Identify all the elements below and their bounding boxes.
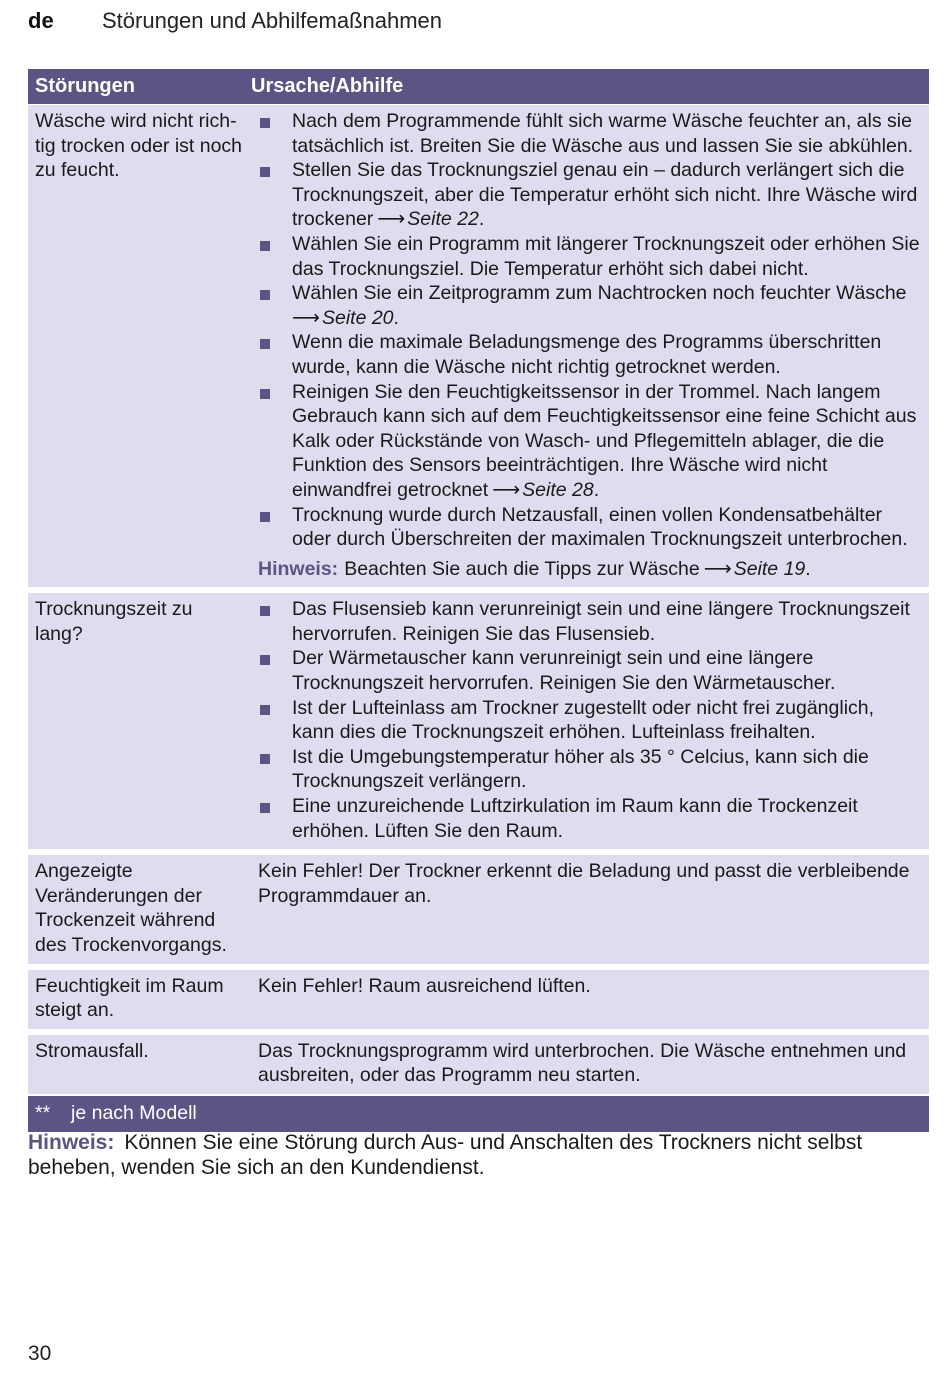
cause-text: Wenn die maximale Beladungsmenge des Programms überschritten wurde, kann die Wäsche nicht richtig getrocknet werden.: [292, 331, 882, 378]
square-bullet-icon: [260, 290, 270, 300]
list-item: [258, 794, 921, 843]
remedy-cell: Das Trocknungsprogramm wird unterbrochen. Die Wäsche entnehmen und ausbreiten, oder das Programm neu starten.: [258, 1039, 907, 1087]
list-item: [258, 109, 921, 158]
square-bullet-icon: [260, 339, 270, 349]
note-text: Können Sie eine Störung durch Aus- und Anschalten des Trockners nicht selbst beheben, wenden Sie sich an den Kundendienst.: [28, 1131, 863, 1179]
note-label: Hinweis:: [258, 557, 339, 580]
remedy-cell: Kein Fehler! Raum ausreichend lüften.: [258, 974, 591, 997]
list-item: [258, 745, 921, 794]
square-bullet-icon: [260, 118, 270, 128]
table-footnote: [28, 1096, 929, 1132]
page-reference[interactable]: Seite 22: [407, 208, 479, 231]
list-item: Reinigen Sie den Feuchtigkeitssensor in der Trommel. Nach langem Gebrauch kann sich auf dem Feuchtigkeitssensor eine feine Schicht aus Kalk oder Rückstände von Wasch- und Pflegemitteln ablager, die die Funktion des Sensors beeinträchtigen. Ihre Wäsche wird nicht einwandfrei getrocknet ⟶ Seite 28.: [258, 380, 921, 503]
table-row: [28, 1035, 929, 1094]
square-bullet-icon: [260, 754, 270, 764]
bottom-note: [28, 1130, 928, 1180]
problem-cell: Angezeigte Veränderungen der Trockenzeit während des Trockenvorgangs.: [35, 860, 227, 956]
remedy-cell: Kein Fehler! Der Trockner erkennt die Beladung und passt die verbleibende Programmdauer an.: [258, 860, 910, 907]
problem-cell: Feuchtigkeit im Raum steigt an.: [35, 974, 224, 1022]
arrow-right-icon: ⟶: [492, 478, 521, 501]
page-reference[interactable]: Seite 19: [733, 557, 806, 580]
list-item: [258, 646, 921, 695]
cause-list: [258, 109, 921, 552]
column-header-problem: Störungen: [35, 75, 135, 97]
cause-text: Ist der Lufteinlass am Trockner zugestellt oder nicht frei zugänglich, kann dies die Trocknungszeit erhöhen. Lufteinlass freihalten.: [292, 696, 875, 744]
table-row: [28, 855, 929, 963]
page-header: [28, 6, 928, 36]
cause-cell: [251, 593, 929, 849]
language-code: de: [28, 8, 54, 33]
table-row: [28, 593, 929, 849]
cause-text: Ist die Umgebungstemperatur höher als 35 ° Celcius, kann sich die Trocknungszeit verlängern.: [292, 745, 869, 793]
column-header-cause: Ursache/Abhilfe: [251, 75, 404, 97]
list-item: [258, 696, 921, 745]
arrow-right-icon: ⟶: [292, 306, 320, 329]
square-bullet-icon: [260, 655, 270, 665]
cause-text: Stellen Sie das Trocknungsziel genau ein – dadurch verlängert sich die Trocknungszeit, aber die Temperatur erhöht sich nicht. Ihre Wäsche wird trockener: [292, 159, 918, 231]
square-bullet-icon: [260, 803, 270, 813]
square-bullet-icon: [260, 167, 270, 177]
square-bullet-icon: [260, 389, 270, 399]
problem-cell: Trocknungszeit zu lang?: [35, 598, 193, 645]
cause-text: Wählen Sie ein Programm mit längerer Trocknungszeit oder erhöhen Sie das Trocknungsziel. Die Temperatur erhöht sich dabei nicht.: [292, 232, 920, 280]
note-text: Beachten Sie auch die Tipps zur Wäsche: [344, 557, 700, 580]
cause-list: [258, 597, 921, 843]
list-item: [258, 232, 921, 281]
cause-text: Nach dem Programmende fühlt sich warme Wäsche feuchter an, als sie tatsächlich ist. Breiten Sie die Wäsche aus und lassen Sie sie abkühlen.: [292, 110, 914, 157]
cause-cell: [251, 105, 929, 587]
cause-text: Reinigen Sie den Feuchtigkeitssensor in der Trommel. Nach langem Gebrauch kann sich auf dem Feuchtigkeitssensor eine feine Schicht aus Kalk oder Rückstände von Wasch- und Pflegemitteln ablager, die die Funktion des Sensors beeinträchtigen. Ihre Wäsche wird nicht einwandfrei getrocknet: [292, 380, 917, 501]
list-item: [258, 597, 921, 646]
page-number: 30: [28, 1342, 52, 1365]
list-item: [258, 330, 921, 379]
square-bullet-icon: [260, 606, 270, 616]
arrow-right-icon: ⟶: [703, 557, 732, 580]
table-row: [28, 970, 929, 1029]
note-label: Hinweis:: [28, 1131, 115, 1154]
footnote-text: je nach Modell: [71, 1102, 197, 1125]
cause-text: Eine unzureichende Luftzirkulation im Raum kann die Trockenzeit erhöhen. Lüften Sie den Raum.: [292, 795, 858, 842]
page-reference[interactable]: Seite 20: [321, 306, 394, 329]
arrow-right-icon: ⟶: [377, 208, 406, 231]
table-header: [28, 69, 929, 104]
cause-text: Wählen Sie ein Zeitprogramm zum Nachtrocken noch feuchter Wäsche: [292, 282, 907, 305]
square-bullet-icon: [260, 705, 270, 715]
troubleshooting-table: [28, 69, 929, 1132]
page-reference[interactable]: Seite 28: [522, 478, 594, 501]
row-note: Hinweis: Beachten Sie auch die Tipps zur Wäsche ⟶ Seite 19.: [258, 557, 811, 580]
square-bullet-icon: [260, 512, 270, 522]
problem-cell: Stromausfall.: [35, 1039, 149, 1062]
cause-text: Trocknung wurde durch Netzausfall, einen vollen Kondensatbehälter oder durch Überschreiten der maximalen Trocknungszeit unterbrochen.: [292, 503, 908, 551]
section-title: Störungen und Abhilfemaßnahmen: [102, 8, 443, 33]
list-item: [258, 503, 921, 552]
cause-text: Der Wärmetauscher kann verunreinigt sein und eine längere Trocknungszeit hervorrufen. Reinigen Sie den Wärmetauscher.: [292, 647, 836, 695]
cause-text: Das Flusensieb kann verunreinigt sein und eine längere Trocknungszeit hervorrufen. Reinigen Sie das Flusensieb.: [292, 598, 910, 645]
list-item: Stellen Sie das Trocknungsziel genau ein – dadurch verlängert sich die Trocknungszeit, aber die Temperatur erhöht sich nicht. Ihre Wäsche wird trockener ⟶ Seite 22.: [258, 158, 921, 232]
table-row: [28, 105, 929, 587]
square-bullet-icon: [260, 241, 270, 251]
list-item: Wählen Sie ein Zeitprogramm zum Nachtrocken noch feuchter Wäsche ⟶ Seite 20.: [258, 281, 921, 330]
footnote-mark: **: [35, 1102, 51, 1125]
problem-cell: Wäsche wird nicht richtig trocken oder ist noch zu feucht.: [35, 110, 243, 182]
